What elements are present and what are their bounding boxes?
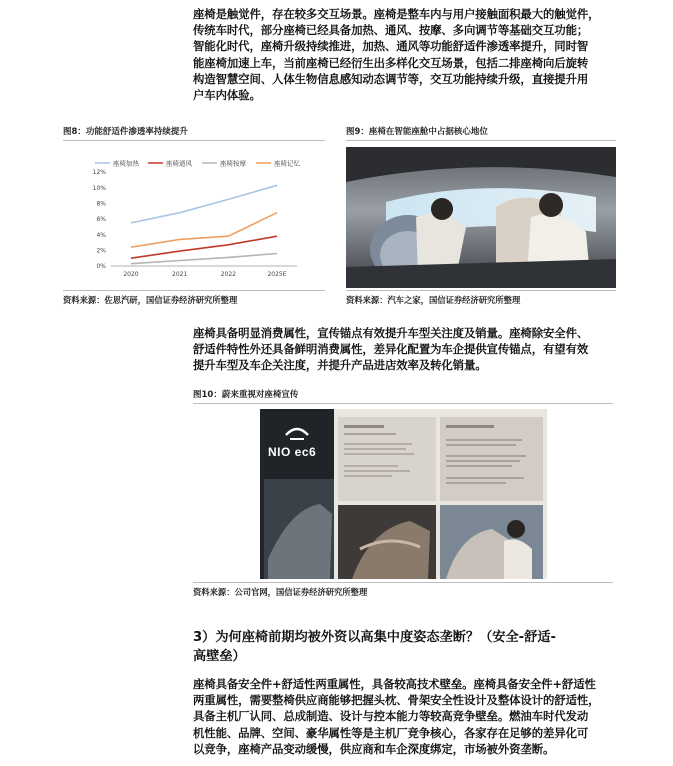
intro-line-4: 能座椅加速上车，当前座椅已经衍生出多样化交互场景，包括二排座椅向后旋转: [193, 55, 589, 70]
x-tick-label: 2020: [123, 271, 139, 278]
nio-promo-illustration: [260, 409, 547, 579]
fig10-title: 图10：蔚来重视对座椅宣传: [193, 390, 299, 400]
y-tick-label: 4%: [96, 231, 106, 239]
x-tick-label: 2021: [172, 271, 188, 278]
section-heading-3: [193, 628, 633, 666]
fig8-top-rule: [63, 140, 325, 141]
consumer-attribute-paragraph: [193, 325, 625, 374]
legend-label-ventilation: 座椅通风: [166, 159, 192, 168]
fig10-top-rule: [193, 403, 613, 404]
fig10-bottom-rule: [193, 582, 613, 583]
consumer-line-3: 提升车型及车企关注度，并提升产品进店效率及转化销量。: [193, 358, 487, 373]
fig9-source: 资料来源：汽车之家，国信证券经济研究所整理: [346, 295, 521, 305]
legend-label-heating: 座椅加热: [113, 159, 139, 168]
fig9-top-rule: [346, 140, 616, 141]
legend-label-memory: 座椅记忆: [274, 159, 300, 168]
x-tick-label: 2025E: [267, 271, 287, 278]
legend-label-massage: 座椅按摩: [220, 159, 246, 168]
intro-paragraph: [193, 6, 625, 103]
chart-legend: [95, 159, 301, 168]
barrier-line-4: 机性能、品牌、空间、豪华属性等是主机厂竞争核心，各家存在足够的差异化可: [193, 725, 589, 740]
fig8-bottom-rule: [63, 290, 325, 291]
heading-line-1: 3）为何座椅前期均被外资以高集中度姿态垄断？（安全-舒适-: [193, 630, 556, 645]
y-tick-label: 2%: [96, 247, 106, 255]
intro-line-3: 智能化时代，座椅升级持续推进，加热、通风等功能舒适件渗透率提升，同时智: [193, 39, 589, 54]
y-tick-label: 12%: [92, 169, 106, 177]
heading-line-2: 高壁垒）: [193, 649, 246, 664]
nio-seat-promo: [260, 409, 547, 579]
cockpit-seat-illustration: [346, 147, 616, 288]
y-tick-label: 8%: [96, 200, 106, 208]
intro-lead: 座椅是触觉件，存在较多交互场景。: [193, 7, 374, 21]
fig10-source: 资料来源：公司官网，国信证券经济研究所整理: [193, 587, 368, 597]
y-tick-label: 6%: [96, 216, 106, 224]
barrier-line-1: 座椅具备安全件+舒适性: [473, 677, 596, 691]
barrier-paragraph: [193, 676, 625, 757]
consumer-line-2: 舒适件特性外还具备鲜明消费属性，差异化配置为车企提供宣传锚点，有望有效: [193, 342, 589, 357]
barrier-line-5: 以竞争，座椅产品变动缓慢，供应商和车企深度绑定，市场被外资垄断。: [193, 741, 555, 756]
y-tick-label: 10%: [92, 184, 106, 192]
barrier-lead: 座椅具备安全件+舒适性两重属性，具备较高技术壁垒。: [193, 677, 474, 691]
barrier-line-3: 具备主机厂认同、总成制造、设计与控本能力等较高竞争壁垒。燃油车时代发动: [193, 709, 589, 724]
fig8-source: 资料来源：佐思汽研，国信证券经济研究所整理: [63, 295, 238, 305]
consumer-line-1: 座椅除安全件、: [509, 326, 589, 340]
y-tick-label: 0%: [96, 263, 106, 271]
nio-brand-logo: NIO ec6: [268, 445, 317, 459]
consumer-lead: 座椅具备明显消费属性，宣传锚点有效提升车型关注度及销量。: [193, 326, 510, 340]
fig9-title: 图9：座椅在智能座舱中占据核心地位: [346, 127, 488, 137]
intro-line-6: 户车内体验。: [193, 88, 261, 103]
cockpit-seat-photo: [346, 147, 616, 288]
chart-series: [131, 185, 277, 263]
intro-line-2: 传统车时代，部分座椅已经具备加热、通风、按摩、多向调节等基础交互功能；: [193, 23, 589, 38]
intro-line-1: 座椅是整车内与用户接触面积最大的触觉件，: [373, 7, 600, 21]
fig9-bottom-rule: [346, 290, 616, 291]
fig8-title: 图8：功能舒适件渗透率持续提升: [63, 127, 188, 137]
series-line-0: [131, 185, 277, 223]
barrier-line-2: 两重属性，需要整椅供应商能够把握头枕、骨架安全性设计及整体设计的舒适性，: [193, 693, 600, 708]
x-axis-ticks: [123, 271, 286, 278]
intro-line-5: 构造智慧空间、人体生物信息感知动态调节等，交互功能持续升级，直接提升用: [193, 71, 589, 86]
y-axis-ticks: [93, 169, 107, 270]
penetration-line-chart: [63, 143, 325, 288]
x-tick-label: 2022: [220, 271, 236, 278]
